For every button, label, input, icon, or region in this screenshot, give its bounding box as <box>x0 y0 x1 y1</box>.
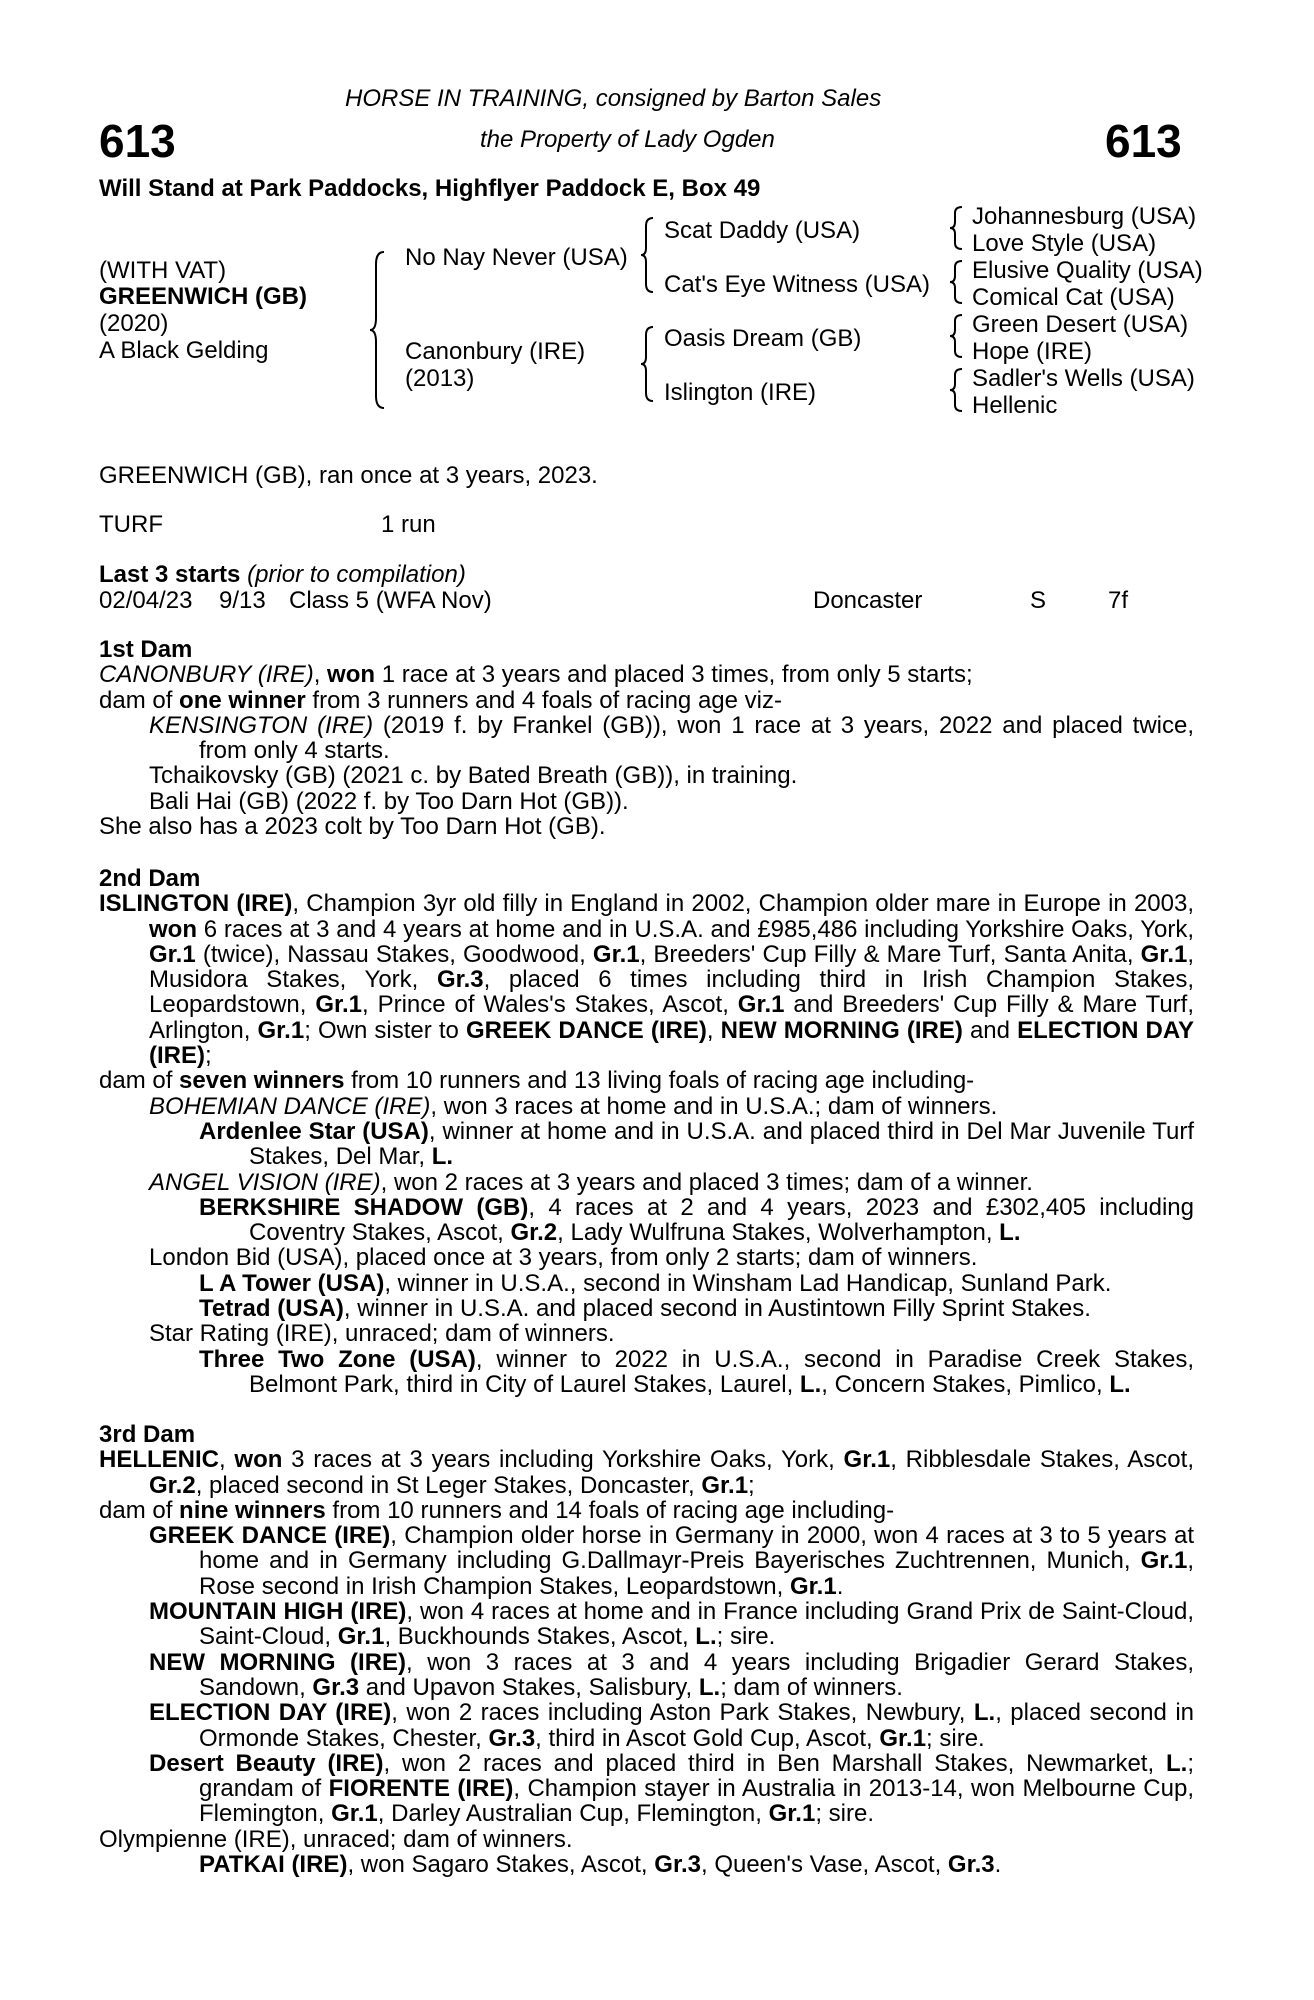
property-line: the Property of Lady Ogden <box>480 126 775 153</box>
won-label: won <box>149 915 197 943</box>
last-starts-note: (prior to compilation) <box>247 561 466 588</box>
runs-count: 1 run <box>381 511 436 538</box>
grade: Gr.3 <box>436 966 484 994</box>
lot-number-right: 613 <box>1105 115 1182 167</box>
foal-name: Tetrad (USA) <box>199 1295 344 1323</box>
grade: L. <box>695 1623 717 1651</box>
start-race: Class 5 (WFA Nov) <box>289 587 492 614</box>
sire-sire: Scat Daddy (USA) <box>664 217 861 244</box>
foal-name: PATKAI (IRE) <box>199 1851 348 1879</box>
foal-name: BOHEMIAN DANCE (IRE) <box>149 1092 431 1120</box>
dam-name: HELLENIC <box>99 1446 219 1474</box>
dam-record <box>99 891 1194 1068</box>
text: ; sire. <box>716 1623 776 1651</box>
text: , Concern Stakes, Pimlico, <box>821 1370 1110 1398</box>
pedigree-brace-g3 <box>950 313 966 359</box>
grade: L. <box>1166 1749 1188 1777</box>
dam-record: CANONBURY (IRE), won 1 race at 3 years and placed 3 times, from only 5 starts; <box>99 661 973 689</box>
horse-description: A Black Gelding <box>99 337 269 364</box>
text: , Champion older horse in Germany in 2000, won 4 races at 3 to 5 years at home and in Germany including G.Dallmayr-Preis Bayerisches Zuchtrennen, Munich, <box>199 1522 1194 1575</box>
sibling-name: NEW MORNING (IRE) <box>720 1016 963 1044</box>
text: , Darley Australian Cup, Flemington, <box>377 1800 769 1828</box>
dam-record: HELLENIC, won 3 races at 3 years including Yorkshire Oaks, York, Gr.1, Ribblesdale Stakes, Ascot, Gr.2, placed second in St Leger Stakes, Doncaster, Gr.1; <box>99 1446 1194 1499</box>
last-starts-heading <box>99 562 466 587</box>
list-item <box>99 1599 1194 1650</box>
grade: Gr.3 <box>312 1673 360 1701</box>
text: ; sire. <box>926 1724 985 1752</box>
grade: L. <box>799 1370 822 1398</box>
start-distance: 7f <box>1108 587 1129 614</box>
text: , placed 6 times including third in Irish Champion Stakes, Leopardstown, <box>149 966 1194 1019</box>
text: , Ribblesdale Stakes, Ascot, <box>890 1446 1194 1474</box>
text: , placed second in St Leger Stakes, Doncaster, <box>195 1471 702 1499</box>
dam-year: (2013) <box>405 365 475 392</box>
dam-sire: Oasis Dream (GB) <box>664 325 862 352</box>
dam-dam: Islington (IRE) <box>664 379 817 406</box>
pedigree-brace-dam <box>641 325 657 405</box>
foal-name: ANGEL VISION (IRE) <box>149 1168 381 1196</box>
text: 1 race at 3 years and placed 3 times, from only 5 starts; <box>375 661 973 689</box>
text: and Upavon Stakes, Salisbury, <box>359 1673 699 1701</box>
text: from 3 runners and 4 foals of racing age viz- <box>305 686 782 714</box>
grade: Gr.3 <box>488 1724 536 1752</box>
list-item <box>99 1523 1194 1599</box>
foal-name: NEW MORNING (IRE) <box>149 1648 407 1676</box>
pedigree-brace-g4 <box>950 367 966 413</box>
text: . <box>836 1572 844 1600</box>
text: , Lady Wulfruna Stakes, Wolverhampton, <box>557 1219 1000 1247</box>
list-item: Star Rating (IRE), unraced; dam of winners. <box>149 1320 615 1348</box>
sibling-name: GREEK DANCE (IRE) <box>465 1016 707 1044</box>
pedigree-brace-sire <box>641 216 657 296</box>
grade: Gr.2 <box>510 1219 558 1247</box>
text: ; dam of winners. <box>720 1673 903 1701</box>
text: ; Own sister to <box>304 1016 466 1044</box>
lot-number-left: 613 <box>99 115 176 167</box>
text: , won 2 races at 3 years and placed 3 times; dam of a winner. <box>380 1168 1033 1196</box>
grade: Gr.1 <box>843 1446 891 1474</box>
winners-count: nine winners <box>179 1496 326 1524</box>
grade: L. <box>973 1699 996 1727</box>
text: ; grandam of <box>199 1749 1195 1803</box>
text: , Prince of Wales's Stakes, Ascot, <box>362 991 738 1019</box>
text: , Queen's Vase, Ascot, <box>700 1851 948 1879</box>
foal-name: GREEK DANCE (IRE) <box>149 1522 391 1550</box>
text: , Rose second in Irish Champion Stakes, Leopardstown, <box>199 1547 1194 1600</box>
pedigree-brace-g1 <box>950 205 966 251</box>
start-position: 9/13 <box>219 587 266 614</box>
third-dam-section <box>99 1422 1194 1877</box>
text: . <box>994 1851 1002 1879</box>
grade: Gr.3 <box>947 1851 995 1879</box>
text: and <box>962 1016 1018 1044</box>
list-item: Bali Hai (GB) (2022 f. by Too Darn Hot (GB)). <box>149 787 629 815</box>
grade: Gr.1 <box>331 1800 378 1828</box>
list-item <box>99 1751 1194 1827</box>
list-item <box>99 1170 1194 1195</box>
list-item <box>99 1271 1194 1296</box>
text: , Buckhounds Stakes, Ascot, <box>384 1623 696 1651</box>
list-item <box>99 1296 1194 1321</box>
list-item <box>99 713 1194 764</box>
won-label: won <box>234 1446 283 1474</box>
start-course: Doncaster <box>813 587 923 614</box>
section-heading: 3rd Dam <box>99 1421 196 1448</box>
list-item <box>99 1195 1194 1246</box>
text: ; sire. <box>815 1800 874 1828</box>
g3-ancestor: Comical Cat (USA) <box>972 284 1175 311</box>
grade: Gr.1 <box>768 1800 816 1828</box>
surface-label: TURF <box>99 511 163 538</box>
text: , won Sagaro Stakes, Ascot, <box>347 1851 655 1879</box>
list-item <box>99 1852 1194 1877</box>
horse-year: (2020) <box>99 310 169 337</box>
g3-ancestor: Elusive Quality (USA) <box>972 257 1203 284</box>
section-heading: 2nd Dam <box>99 865 201 892</box>
list-item <box>99 1650 1194 1701</box>
won-label: won <box>327 661 376 689</box>
text: (2019 f. by Frankel (GB)), won 1 race at 3 years, 2022 and placed twice, from only 4 starts. <box>199 711 1194 765</box>
g3-ancestor: Hellenic <box>972 392 1058 419</box>
text: and Breeders' Cup Filly & Mare Turf, Arlington, <box>149 991 1195 1044</box>
text: , third in Ascot Gold Cup, Ascot, <box>535 1724 880 1752</box>
text: , Musidora Stakes, York, <box>149 940 1195 994</box>
foal-name: Three Two Zone (USA) <box>199 1345 476 1373</box>
foal-name: BERKSHIRE SHADOW (GB) <box>199 1193 529 1221</box>
winners-count: one winner <box>179 686 306 714</box>
also-note: She also has a 2023 colt by Too Darn Hot (GB). <box>99 813 606 841</box>
grade: L. <box>1109 1370 1131 1398</box>
grade: Gr.1 <box>337 1623 385 1651</box>
list-item <box>99 1119 1194 1170</box>
g3-ancestor: Green Desert (USA) <box>972 311 1189 338</box>
text: ; <box>205 1042 212 1070</box>
dam-name: ISLINGTON (IRE) <box>99 890 293 918</box>
list-item <box>99 1700 1194 1751</box>
text: dam of <box>99 686 180 714</box>
grade: Gr.1 <box>790 1572 837 1600</box>
text: , winner in U.S.A. and placed second in Austintown Filly Sprint Stakes. <box>343 1295 1091 1323</box>
vat-label: (WITH VAT) <box>99 257 227 284</box>
produce-summary <box>99 1068 1194 1093</box>
foal-name: ELECTION DAY (IRE) <box>149 1699 392 1727</box>
grade: Gr.3 <box>654 1851 701 1879</box>
sibling-name: ELECTION DAY (IRE) <box>149 1016 1195 1070</box>
foal-name: MOUNTAIN HIGH (IRE) <box>149 1598 407 1626</box>
text: from 10 runners and 13 living foals of racing age including- <box>344 1067 975 1095</box>
text: , won 2 races including Aston Park Stakes, Newbury, <box>391 1699 974 1727</box>
g3-ancestor: Hope (IRE) <box>972 338 1093 365</box>
text: , winner at home and in U.S.A. and placed third in Del Mar Juvenile Turf Stakes, Del Mar, <box>249 1117 1194 1171</box>
grade: Gr.1 <box>879 1724 927 1752</box>
start-going: S <box>1030 587 1047 614</box>
text: from 10 runners and 14 foals of racing age including- <box>325 1496 895 1524</box>
text: , winner in U.S.A., second in Winsham Lad Handicap, Sunland Park. <box>384 1269 1112 1297</box>
dam-name: CANONBURY (IRE) <box>99 661 314 689</box>
g3-ancestor: Johannesburg (USA) <box>972 203 1197 230</box>
horse-name: GREENWICH (GB) <box>99 283 307 310</box>
text: 3 races at 3 years including Yorkshire Oaks, York, <box>282 1446 844 1474</box>
section-heading: 1st Dam <box>99 636 193 663</box>
grade: L. <box>431 1143 454 1171</box>
text: (twice), Nassau Stakes, Goodwood, <box>195 940 593 968</box>
pedigree-brace-main <box>370 250 390 410</box>
produce-summary <box>99 688 1194 713</box>
list-item: Tchaikovsky (GB) (2021 c. by Bated Breath (GB)), in training. <box>149 762 798 790</box>
text: , Champion stayer in Australia in 2013-14, won Melbourne Cup, Flemington, <box>199 1775 1194 1828</box>
text: , Breeders' Cup Filly & Mare Turf, Santa Anita, <box>639 940 1141 968</box>
grade: L. <box>999 1219 1021 1247</box>
foal-name: KENSINGTON (IRE) <box>149 711 374 739</box>
foal-name: Desert Beauty (IRE) <box>149 1749 384 1777</box>
text: 6 races at 3 and 4 years at home and in U.S.A. and £985,486 including Yorkshire Oaks, York, <box>197 915 1194 943</box>
produce-summary <box>99 1498 1194 1523</box>
grade: Gr.1 <box>737 991 785 1019</box>
sire-dam: Cat's Eye Witness (USA) <box>664 271 930 298</box>
foal-name: FIORENTE (IRE) <box>328 1775 514 1803</box>
grade: L. <box>698 1673 721 1701</box>
winners-count: seven winners <box>179 1067 345 1095</box>
list-item: Olympienne (IRE), unraced; dam of winners. <box>99 1825 573 1853</box>
foal-name: Ardenlee Star (USA) <box>199 1117 429 1145</box>
text: dam of <box>99 1496 180 1524</box>
pedigree-brace-g2 <box>950 259 966 305</box>
race-summary: GREENWICH (GB), ran once at 3 years, 2023. <box>99 462 598 489</box>
grade: Gr.1 <box>592 940 640 968</box>
second-dam-section <box>99 866 1194 1397</box>
grade: Gr.1 <box>701 1471 749 1499</box>
list-item <box>99 1094 1194 1119</box>
first-dam-section <box>99 637 1194 839</box>
foal-name: L A Tower (USA) <box>199 1269 385 1297</box>
text: , <box>706 1016 714 1044</box>
grade: Gr.1 <box>1140 1547 1188 1575</box>
grade: Gr.1 <box>1140 940 1188 968</box>
text: ; <box>748 1471 755 1499</box>
text: dam of <box>99 1067 180 1095</box>
grade: Gr.1 <box>315 991 363 1019</box>
text: , 4 races at 2 and 4 years, 2023 and £302,405 including Coventry Stakes, Ascot, <box>249 1193 1195 1247</box>
g3-ancestor: Love Style (USA) <box>972 230 1157 257</box>
text: , won 3 races at 3 and 4 years including Brigadier Gerard Stakes, Sandown, <box>199 1648 1195 1701</box>
consignor-line: HORSE IN TRAINING, consigned by Barton Sales <box>345 85 882 112</box>
text: , placed second in Ormonde Stakes, Chester, <box>199 1699 1195 1752</box>
last-starts-title: Last 3 starts <box>99 561 241 588</box>
text: , won 2 races and placed third in Ben Marshall Stakes, Newmarket, <box>383 1749 1167 1777</box>
list-item: London Bid (USA), placed once at 3 years, from only 2 starts; dam of winners. <box>149 1244 978 1272</box>
g3-ancestor: Sadler's Wells (USA) <box>972 365 1195 392</box>
dam-name: Canonbury (IRE) <box>405 338 586 365</box>
text: , Champion 3yr old filly in England in 2002, Champion older mare in Europe in 2003, <box>292 890 1194 918</box>
list-item <box>99 1347 1194 1398</box>
grade: Gr.1 <box>257 1016 305 1044</box>
stabling-location: Will Stand at Park Paddocks, Highflyer Paddock E, Box 49 <box>99 175 761 202</box>
text: , won 4 races at home and in France including Grand Prix de Saint-Cloud, Saint-Cloud, <box>199 1598 1194 1651</box>
sire-name: No Nay Never (USA) <box>405 244 628 271</box>
start-date: 02/04/23 <box>99 587 193 614</box>
text: , won 3 races at home and in U.S.A.; dam of winners. <box>430 1092 998 1120</box>
text: , winner to 2022 in U.S.A., second in Paradise Creek Stakes, Belmont Park, third in City of Laurel Stakes, Laurel, <box>249 1345 1194 1398</box>
grade: Gr.1 <box>149 940 196 968</box>
grade: Gr.2 <box>149 1471 196 1499</box>
